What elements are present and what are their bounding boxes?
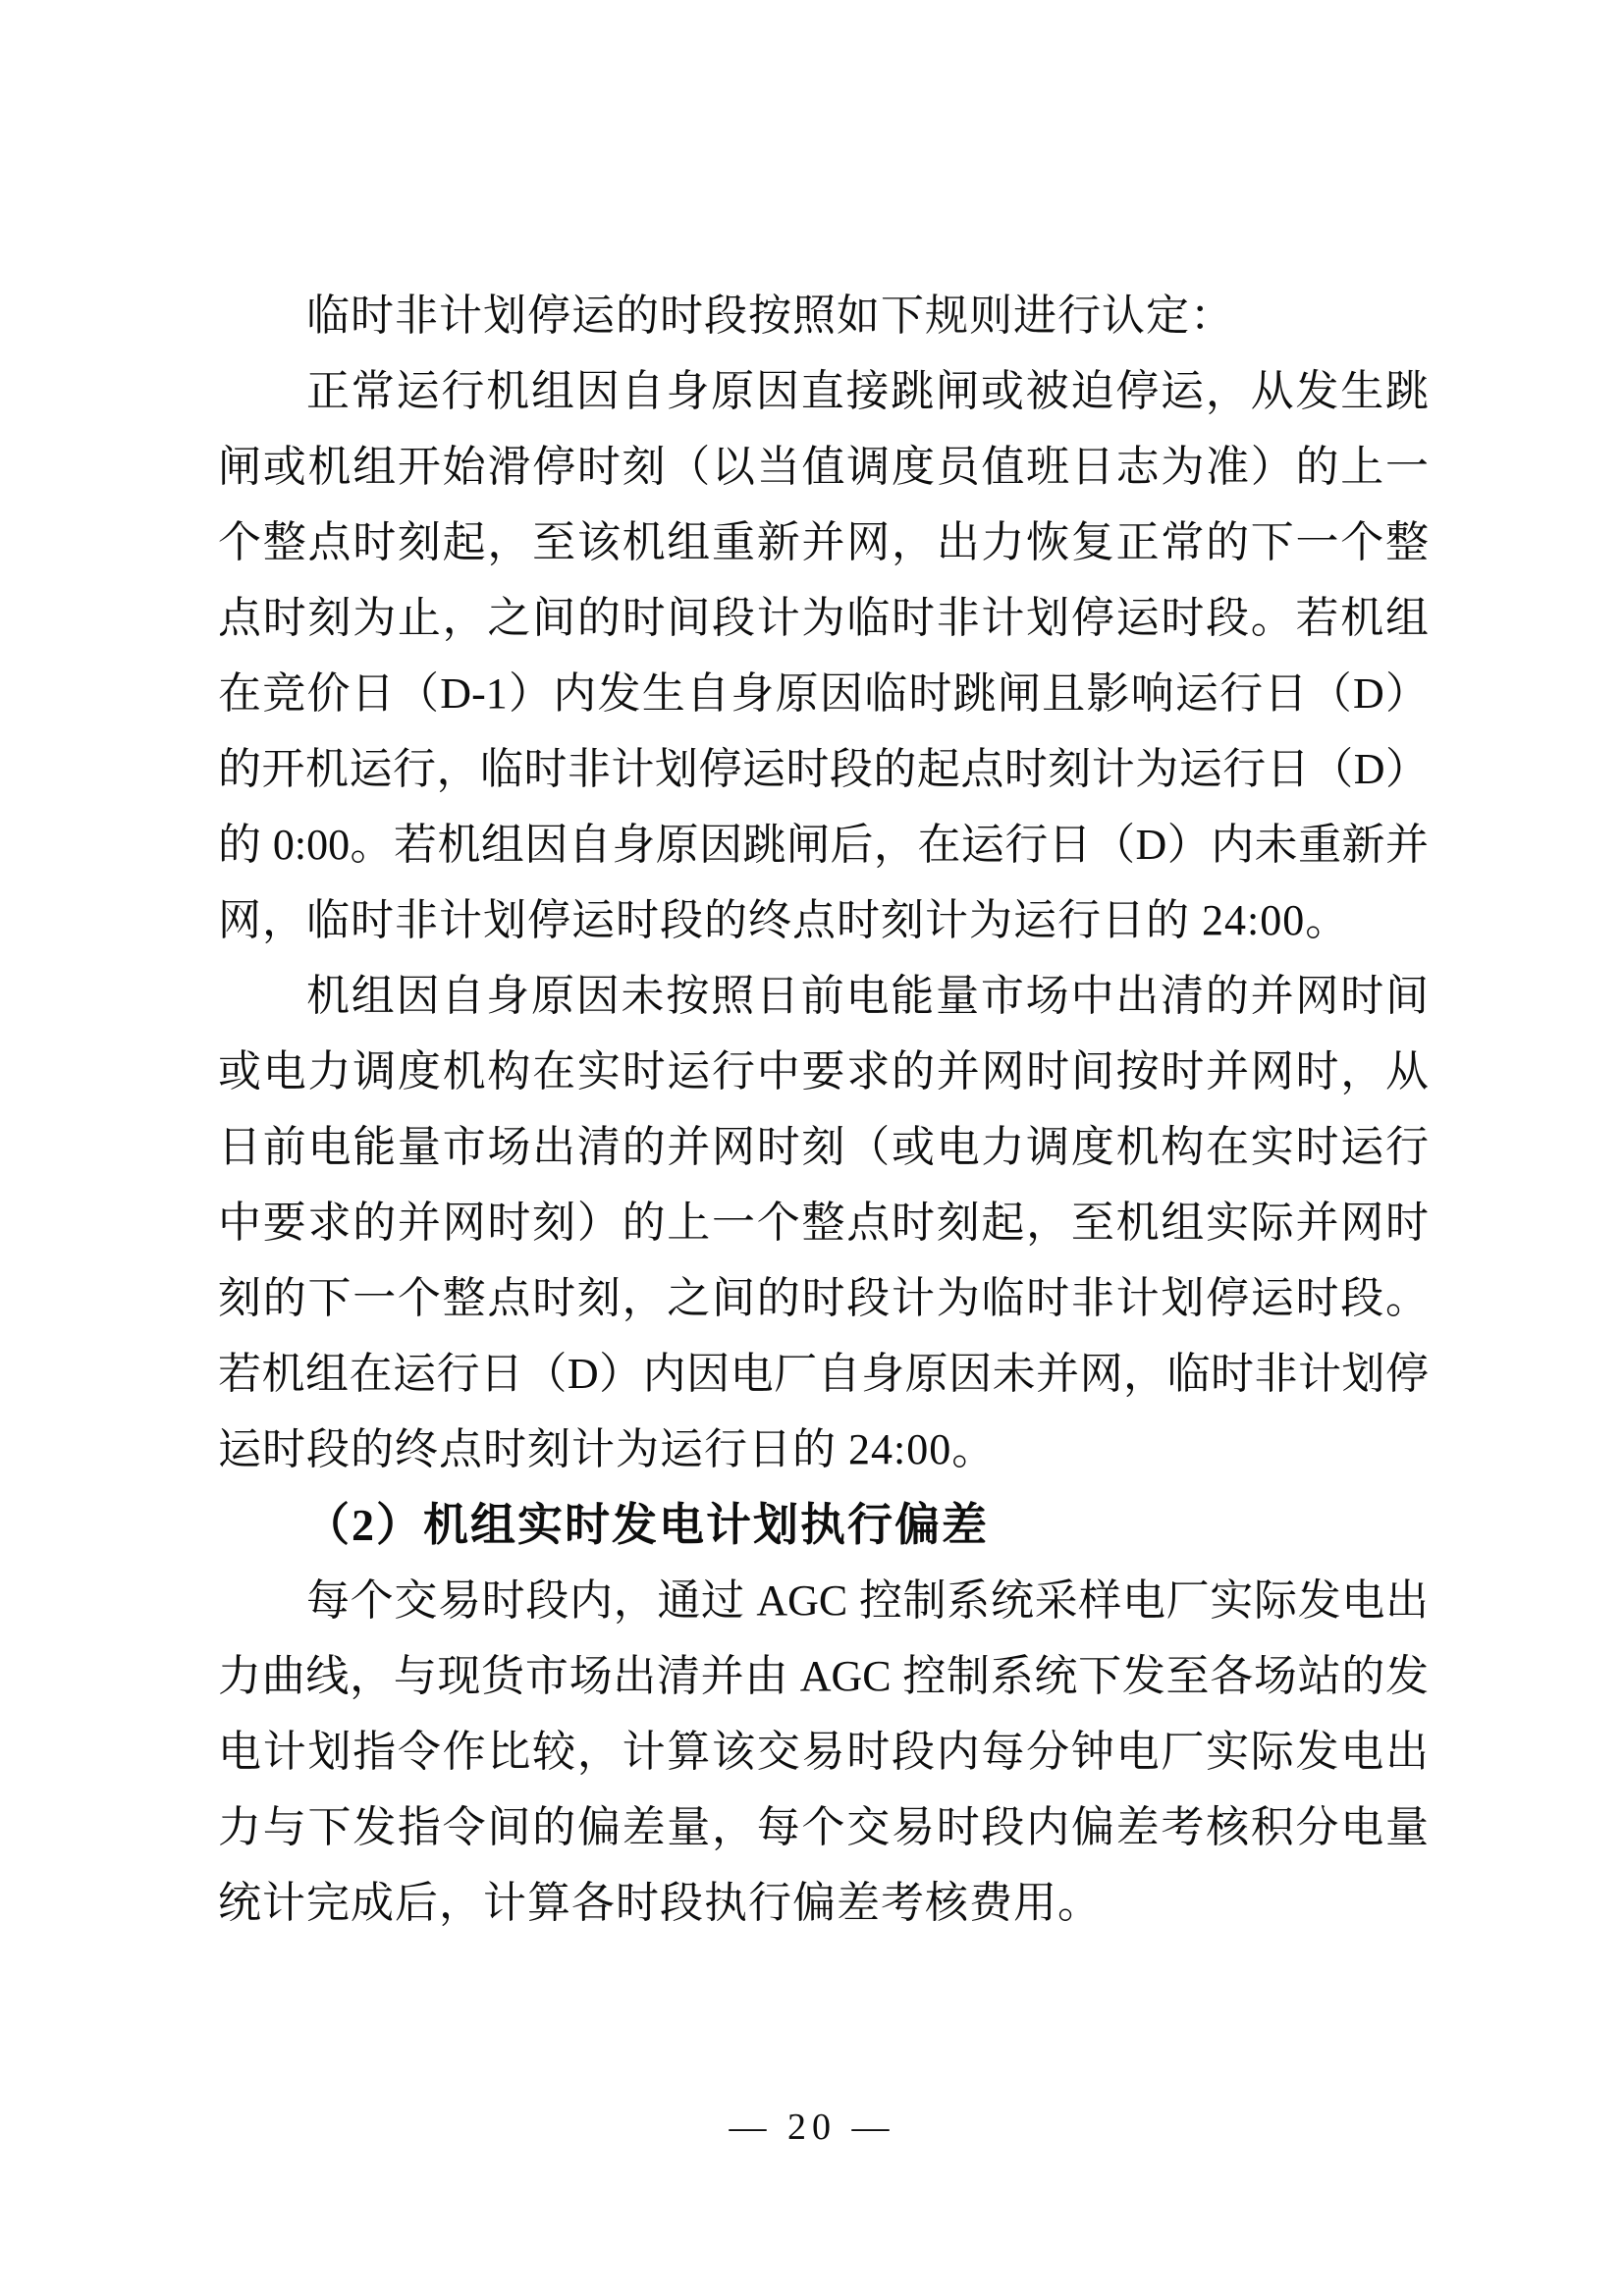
paragraph [218,278,1429,353]
text-line: 机组因自身原因未按照日前电能量市场中出清的并网时间 [306,972,1429,1020]
text-line: 的开机运行，临时非计划停运时段的起点时刻计为运行日（D） [218,745,1429,793]
section-heading [218,1487,1429,1563]
document-body [218,278,1429,1941]
text-line: 运时段的终点时刻计为运行日的 24:00。 [218,1425,997,1473]
text-line: 刻的下一个整点时刻，之间的时段计为临时非计划停运时段。 [218,1274,1429,1322]
text-line: 点时刻为止，之间的时间段计为临时非计划停运时段。若机组 [218,594,1429,642]
text-line: 电计划指令作比较，计算该交易时段内每分钟电厂实际发电出 [218,1728,1429,1776]
text-line: 闸或机组开始滑停时刻（以当值调度员值班日志为准）的上一 [218,443,1429,491]
heading-line: （2）机组实时发电计划执行偏差 [304,1500,989,1550]
paragraph [218,353,1429,958]
text-line: 日前电能量市场出清的并网时刻（或电力调度机构在实时运行 [218,1123,1429,1171]
text-line: 个整点时刻起，至该机组重新并网，出力恢复正常的下一个整 [218,518,1429,566]
page-number: — 20 — [729,2107,895,2148]
text-line: 临时非计划停运的时段按照如下规则进行认定： [306,292,1234,340]
text-line: 若机组在运行日（D）内因电厂自身原因未并网，临时非计划停 [218,1350,1429,1398]
paragraph [218,1563,1429,1941]
text-line: 正常运行机组因自身原因直接跳闸或被迫停运，从发生跳 [306,367,1429,415]
text-line: 力与下发指令间的偏差量，每个交易时段内偏差考核积分电量 [218,1803,1429,1851]
text-line: 在竞价日（D-1）内发生自身原因临时跳闸且影响运行日（D） [218,669,1429,718]
text-line: 的 0:00。若机组因自身原因跳闸后，在运行日（D）内未重新并 [218,821,1429,869]
text-line: 统计完成后，计算各时段执行偏差考核费用。 [218,1879,1102,1927]
text-line: 每个交易时段内，通过 AGC 控制系统采样电厂实际发电出 [306,1576,1429,1625]
text-line: 中要求的并网时刻）的上一个整点时刻起，至机组实际并网时 [218,1199,1429,1247]
text-line: 网，临时非计划停运时段的终点时刻计为运行日的 24:00。 [218,896,1350,944]
text-line: 或电力调度机构在实时运行中要求的并网时间按时并网时，从 [218,1047,1429,1095]
paragraph [218,958,1429,1487]
text-line: 力曲线，与现货市场出清并由 AGC 控制系统下发至各场站的发 [218,1652,1429,1700]
page-footer [0,2093,1624,2162]
